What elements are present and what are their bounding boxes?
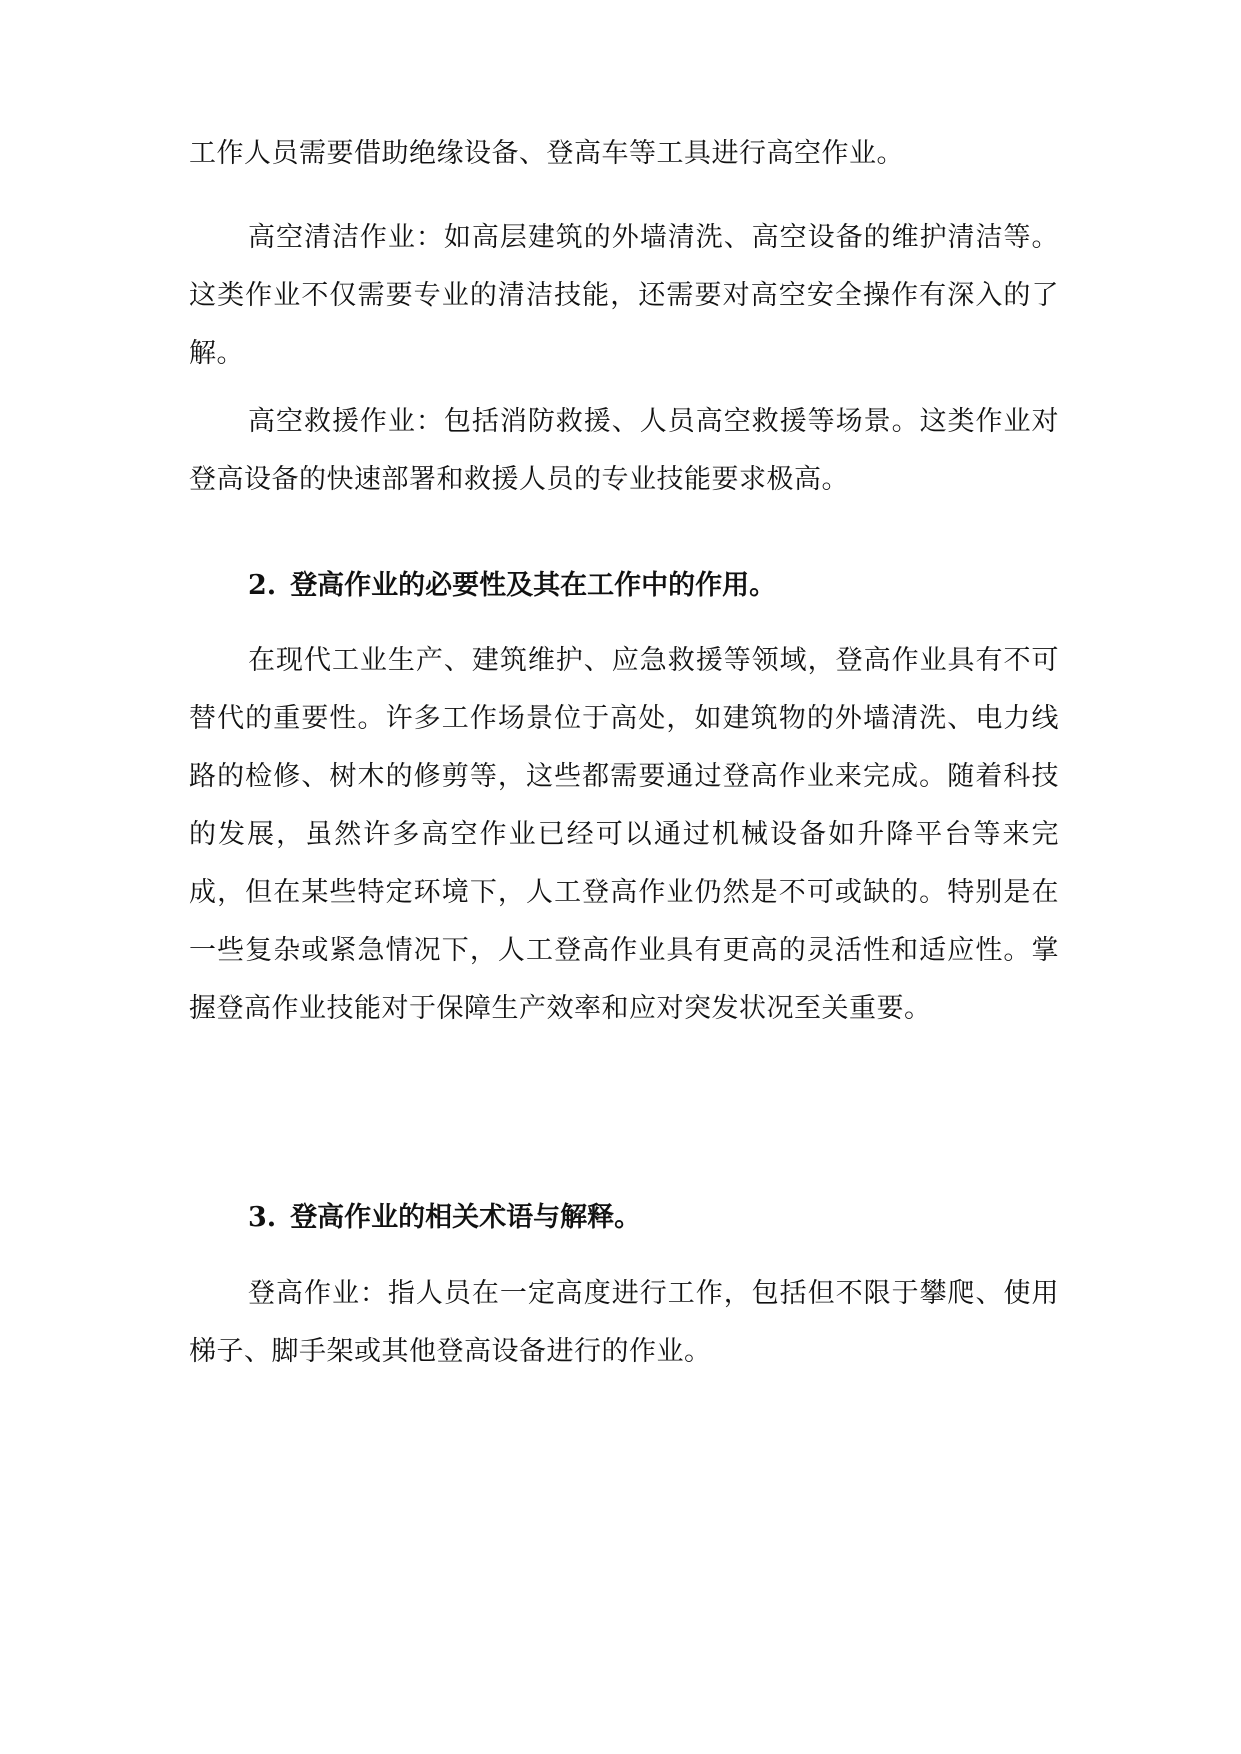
- paragraph-necessity: 在现代工业生产、建筑维护、应急救援等领域，登高作业具有不可替代的重要性。许多工作场景位于高处，如建筑物的外墙清洗、电力线路的检修、树木的修剪等，这些都需要通过登高作业来完成。随着科技的发展，虽然许多高空作业已经可以通过机械设备如升降平台等来完成，但在某些特定环境下，人工登高作业仍然是不可或缺的。特别是在一些复杂或紧急情况下，人工登高作业具有更高的灵活性和适应性。掌握登高作业技能对于保障生产效率和应对突发状况至关重要。: [189, 645, 1059, 1024]
- section-heading-3: [248, 1189, 1048, 1247]
- paragraph-high-altitude-cleaning: 高空清洁作业：如高层建筑的外墙清洗、高空设备的维护清洁等。这类作业不仅需要专业的清洁技能，还需要对高空安全操作有深入的了解。: [189, 222, 1059, 369]
- section-heading-2: [248, 557, 1048, 615]
- paragraph-continuation: 工作人员需要借助绝缘设备、登高车等工具进行高空作业。: [189, 138, 904, 169]
- paragraph-term-definition: 登高作业：指人员在一定高度进行工作，包括但不限于攀爬、使用梯子、脚手架或其他登高设备进行的作业。: [189, 1278, 1059, 1367]
- paragraph-high-altitude-rescue: 高空救援作业：包括消防救援、人员高空救援等场景。这类作业对登高设备的快速部署和救援人员的专业技能要求极高。: [189, 406, 1059, 495]
- section-number: 2.: [248, 570, 277, 601]
- section-number: 3.: [248, 1202, 277, 1233]
- section-title: 登高作业的必要性及其在工作中的作用。: [290, 570, 777, 601]
- section-title: 登高作业的相关术语与解释。: [290, 1202, 642, 1233]
